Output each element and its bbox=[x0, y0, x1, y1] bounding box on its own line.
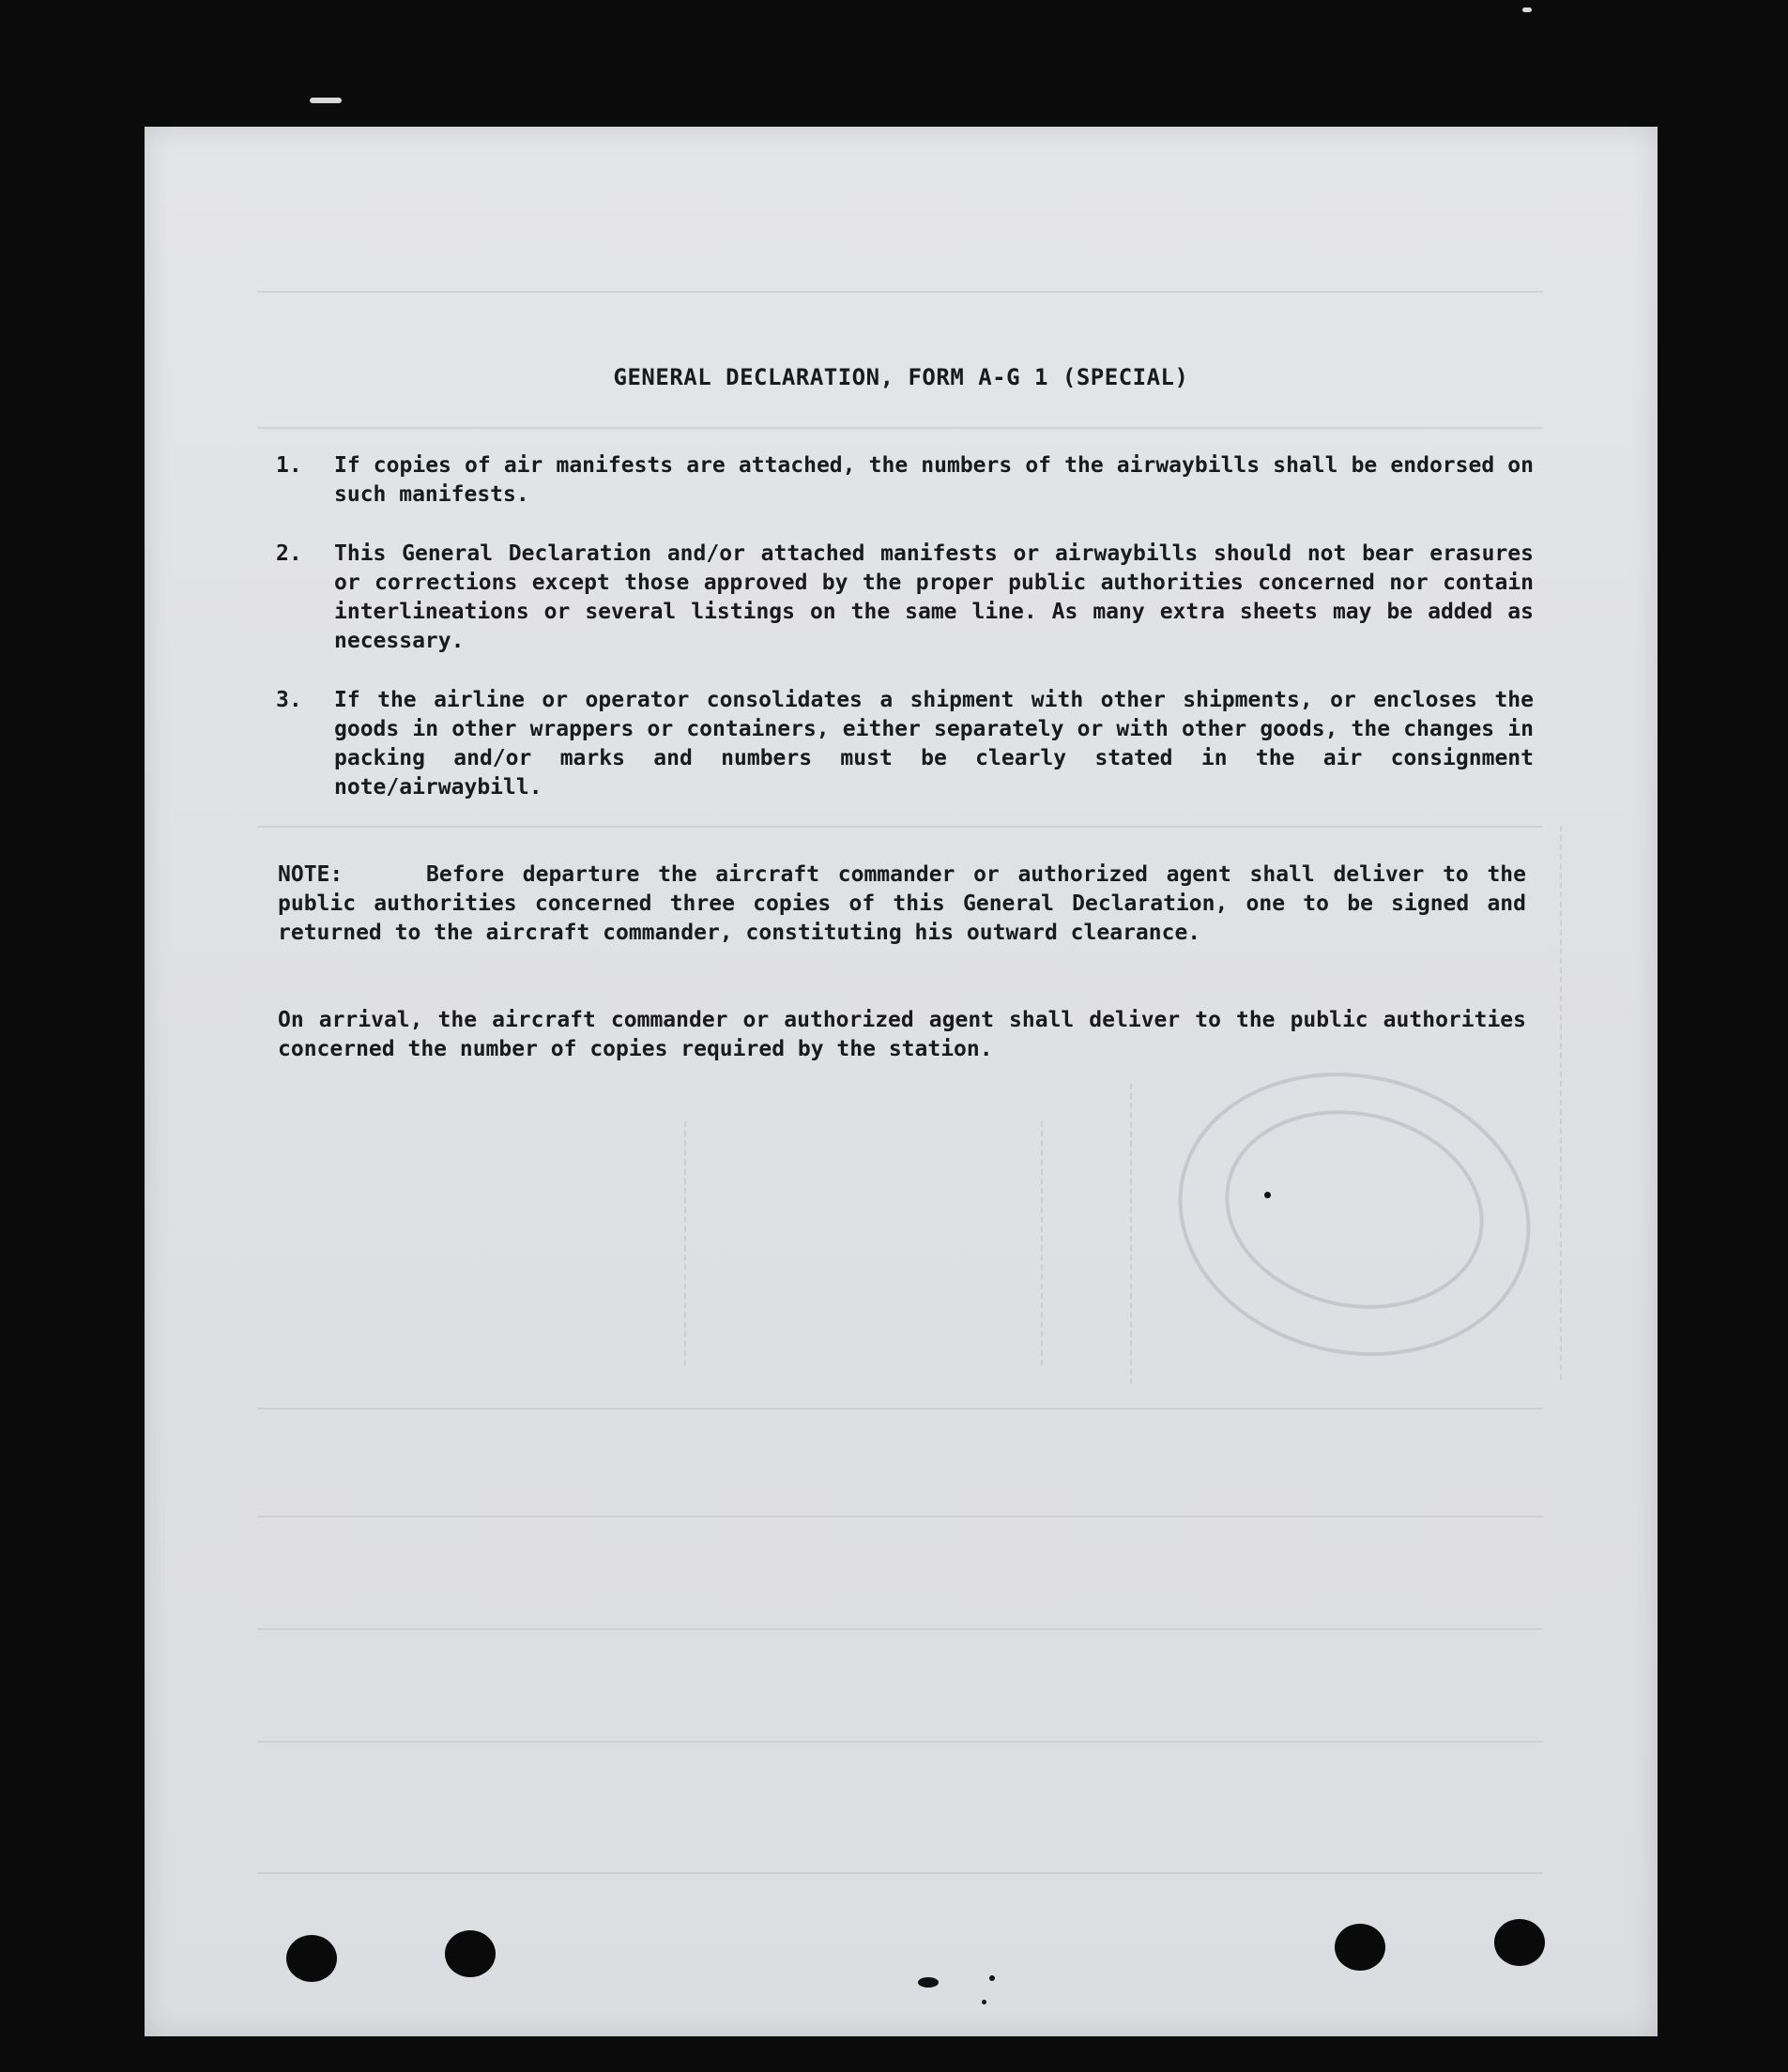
film-edge-mark bbox=[310, 98, 342, 103]
list-item bbox=[276, 686, 1534, 802]
list-item bbox=[276, 451, 1534, 510]
item-number: 1. bbox=[276, 453, 302, 478]
item-number: 2. bbox=[276, 541, 302, 566]
film-edge-mark bbox=[1522, 8, 1532, 12]
punch-hole bbox=[286, 1935, 337, 1982]
document-page bbox=[145, 127, 1658, 2036]
arrival-paragraph: On arrival, the aircraft commander or authorized agent shall deliver to the public authorities concerned the number of copies required by the station. bbox=[278, 1008, 1526, 1061]
item-text: This General Declaration and/or attached manifests or airwaybills should not bear erasures or corrections except those approved by the proper public authorities concerned nor contain interlineations or several listings on the same line. As many extra sheets may be added as necessary. bbox=[334, 541, 1534, 653]
punch-hole bbox=[1494, 1919, 1545, 1966]
declaration-text bbox=[145, 127, 1658, 2036]
note-label: NOTE: bbox=[278, 862, 344, 887]
ink-speck bbox=[989, 1975, 995, 1981]
note-text: Before departure the aircraft commander or authorized agent shall deliver to the public authorities concerned three copies of this General Declaration, one to be signed and returned to the aircraft commander, constituting his outward clearance. bbox=[278, 862, 1526, 945]
item-text: If the airline or operator consolidates a shipment with other shipments, or encloses the goods in other wrappers or containers, either separately or with other goods, the changes in packing and/or marks and numbers must be clearly stated in the air consignment note/airwaybill. bbox=[334, 688, 1534, 800]
punch-hole bbox=[445, 1930, 496, 1977]
ink-speck bbox=[982, 2000, 986, 2004]
ink-speck bbox=[918, 1977, 939, 1988]
punch-hole bbox=[1335, 1924, 1385, 1971]
item-text: If copies of air manifests are attached, the numbers of the airwaybills shall be endorsed on such manifests. bbox=[334, 453, 1534, 507]
item-number: 3. bbox=[276, 688, 302, 712]
ink-speck bbox=[1264, 1192, 1271, 1198]
list-item bbox=[276, 540, 1534, 656]
page-title: GENERAL DECLARATION, FORM A-G 1 (SPECIAL) bbox=[613, 364, 1189, 390]
note-paragraph bbox=[278, 861, 1526, 948]
